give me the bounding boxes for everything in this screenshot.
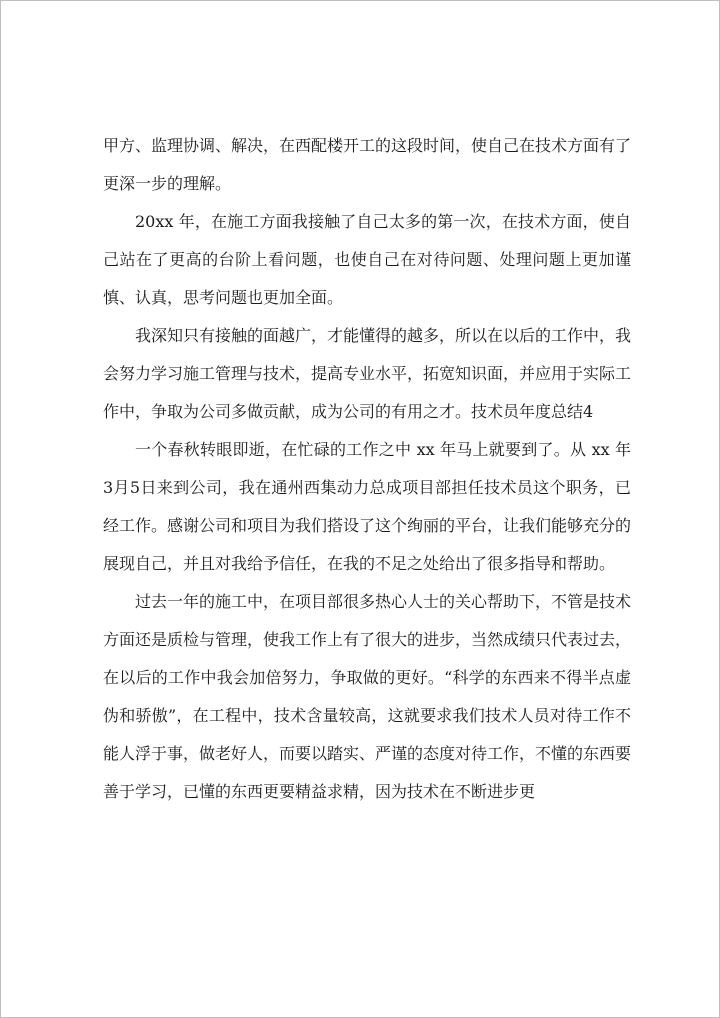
- paragraph-4: 一个春秋转眼即逝，在忙碌的工作之中 xx 年马上就要到了。从 xx 年3月5日来到公司，我在通州西集动力总成项目部担任技术员这个职务，已经工作。感谢公司和项目为我们搭设了这个绚丽的平台，让我们能够充分的展现自己，并且对我给予信任，在我的不足之处给出了很多指导和帮助。: [103, 440, 632, 573]
- paragraph-1: 甲方、监理协调、解决，在西配楼开工的这段时间，使自己在技术方面有了更深一步的理解。: [103, 136, 632, 193]
- paragraph-2: 20xx 年，在施工方面我接触了自己太多的第一次，在技术方面，使自己站在了更高的台阶上看问题，也使自己在对待问题、处理问题上更加谨慎、认真，思考问题也更加全面。: [103, 212, 631, 307]
- document-body: [103, 127, 631, 811]
- paragraph-3: 我深知只有接触的面越广，才能懂得的越多，所以在以后的工作中，我会努力学习施工管理与技术，提高专业水平，拓宽知识面，并应用于实际工作中，争取为公司多做贡献，成为公司的有用之才。技术员年度总结4: [103, 326, 632, 421]
- paragraph-5: 过去一年的施工中，在项目部很多热心人士的关心帮助下，不管是技术方面还是质检与管理，使我工作上有了很大的进步，当然成绩只代表过去，在以后的工作中我会加倍努力，争取做的更好。“科学的东西来不得半点虚伪和骄傲”，在工程中，技术含量较高，这就要求我们技术人员对待工作不能人浮于事，做老好人，而要以踏实、严谨的态度对待工作，不懂的东西要善于学习，已懂的东西更要精益求精，因为技术在不断进步更: [103, 592, 632, 801]
